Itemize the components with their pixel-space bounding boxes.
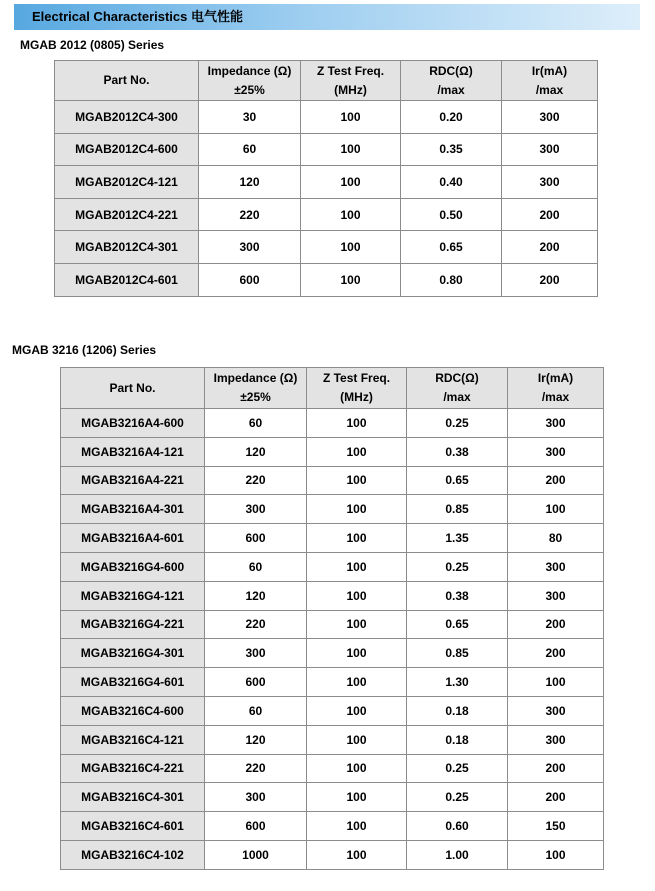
table-row [61,668,604,697]
cell-test-freq: 100 [301,101,401,134]
table-row [61,610,604,639]
cell-test-freq: 100 [301,263,401,296]
cell-ir: 200 [502,231,598,264]
cell-test-freq: 100 [307,668,407,697]
cell-rdc: 1.35 [407,524,508,553]
cell-ir: 200 [502,263,598,296]
cell-part-no: MGAB2012C4-221 [55,198,199,231]
cell-rdc: 0.35 [401,133,502,166]
cell-rdc: 0.85 [407,639,508,668]
cell-part-no: MGAB2012C4-601 [55,263,199,296]
cell-test-freq: 100 [301,198,401,231]
cell-rdc: 0.80 [401,263,502,296]
cell-part-no: MGAB2012C4-301 [55,231,199,264]
cell-impedance: 300 [205,783,307,812]
cell-test-freq: 100 [301,133,401,166]
table-row [61,754,604,783]
cell-impedance: 60 [205,552,307,581]
cell-impedance: 300 [205,495,307,524]
cell-rdc: 0.60 [407,812,508,841]
cell-impedance: 30 [199,101,301,134]
cell-part-no: MGAB2012C4-121 [55,166,199,199]
col-header-rdc: RDC(Ω) /max [401,61,502,101]
cell-impedance: 300 [205,639,307,668]
cell-test-freq: 100 [307,409,407,438]
col-header-rdc: RDC(Ω) /max [407,368,508,409]
cell-impedance: 1000 [205,840,307,869]
cell-impedance: 600 [199,263,301,296]
cell-test-freq: 100 [307,437,407,466]
cell-rdc: 1.30 [407,668,508,697]
cell-impedance: 220 [205,610,307,639]
cell-rdc: 0.20 [401,101,502,134]
table-row [55,166,598,199]
cell-rdc: 0.65 [407,610,508,639]
table-row [55,198,598,231]
cell-ir: 300 [508,409,604,438]
table-row [55,263,598,296]
cell-test-freq: 100 [307,610,407,639]
cell-ir: 200 [508,754,604,783]
table-row [61,495,604,524]
cell-ir: 200 [508,783,604,812]
cell-part-no: MGAB3216C4-600 [61,696,205,725]
cell-part-no: MGAB3216A4-601 [61,524,205,553]
cell-part-no: MGAB3216G4-600 [61,552,205,581]
cell-rdc: 0.65 [401,231,502,264]
table-row [61,696,604,725]
cell-impedance: 120 [199,166,301,199]
cell-ir: 200 [502,198,598,231]
spec-table-3216 [60,367,604,870]
table-row [61,725,604,754]
cell-part-no: MGAB3216A4-221 [61,466,205,495]
cell-ir: 300 [508,725,604,754]
table-row [61,437,604,466]
cell-test-freq: 100 [307,639,407,668]
cell-test-freq: 100 [307,466,407,495]
cell-rdc: 0.38 [407,437,508,466]
cell-impedance: 60 [205,409,307,438]
table-row [61,409,604,438]
cell-rdc: 0.25 [407,783,508,812]
cell-part-no: MGAB3216C4-601 [61,812,205,841]
cell-ir: 200 [508,466,604,495]
col-header-part-no: Part No. [55,61,199,101]
cell-impedance: 600 [205,524,307,553]
col-header-ir: Ir(mA) /max [508,368,604,409]
cell-part-no: MGAB3216C4-121 [61,725,205,754]
cell-part-no: MGAB3216G4-301 [61,639,205,668]
cell-part-no: MGAB3216A4-121 [61,437,205,466]
cell-ir: 150 [508,812,604,841]
section-header [14,4,640,30]
cell-impedance: 120 [205,437,307,466]
cell-ir: 200 [508,610,604,639]
col-header-freq: Z Test Freq. (MHz) [307,368,407,409]
cell-ir: 300 [508,581,604,610]
cell-part-no: MGAB3216G4-221 [61,610,205,639]
cell-test-freq: 100 [307,754,407,783]
table-row [61,466,604,495]
cell-rdc: 0.25 [407,409,508,438]
cell-test-freq: 100 [307,783,407,812]
cell-ir: 200 [508,639,604,668]
table-row [61,552,604,581]
table-header-row [55,61,598,101]
cell-part-no: MGAB3216A4-301 [61,495,205,524]
cell-ir: 300 [502,133,598,166]
cell-impedance: 220 [199,198,301,231]
cell-impedance: 60 [205,696,307,725]
cell-part-no: MGAB2012C4-300 [55,101,199,134]
cell-test-freq: 100 [307,725,407,754]
table-row [61,812,604,841]
cell-part-no: MGAB3216C4-102 [61,840,205,869]
cell-test-freq: 100 [307,696,407,725]
table-row [55,133,598,166]
cell-ir: 300 [508,552,604,581]
cell-test-freq: 100 [307,812,407,841]
cell-ir: 300 [508,437,604,466]
cell-impedance: 300 [199,231,301,264]
cell-part-no: MGAB3216C4-301 [61,783,205,812]
cell-test-freq: 100 [307,495,407,524]
table-row [61,524,604,553]
cell-part-no: MGAB3216A4-600 [61,409,205,438]
cell-impedance: 220 [205,466,307,495]
cell-test-freq: 100 [307,581,407,610]
table-row [55,101,598,134]
cell-impedance: 120 [205,581,307,610]
table-row [61,639,604,668]
cell-part-no: MGAB3216G4-121 [61,581,205,610]
cell-test-freq: 100 [301,166,401,199]
cell-rdc: 0.85 [407,495,508,524]
cell-ir: 300 [502,101,598,134]
cell-ir: 80 [508,524,604,553]
table-row [61,783,604,812]
cell-rdc: 0.25 [407,754,508,783]
cell-rdc: 1.00 [407,840,508,869]
cell-rdc: 0.25 [407,552,508,581]
cell-rdc: 0.50 [401,198,502,231]
series-title-2012: MGAB 2012 (0805) Series [20,38,165,52]
table-header-row [61,368,604,409]
cell-rdc: 0.18 [407,725,508,754]
col-header-impedance: Impedance (Ω) ±25% [205,368,307,409]
cell-impedance: 600 [205,812,307,841]
cell-rdc: 0.18 [407,696,508,725]
cell-ir: 100 [508,495,604,524]
cell-impedance: 600 [205,668,307,697]
cell-impedance: 220 [205,754,307,783]
col-header-impedance: Impedance (Ω) ±25% [199,61,301,101]
cell-ir: 300 [508,696,604,725]
cell-ir: 300 [502,166,598,199]
cell-test-freq: 100 [307,552,407,581]
spec-table-2012 [54,60,598,297]
cell-test-freq: 100 [307,840,407,869]
col-header-part-no: Part No. [61,368,205,409]
cell-impedance: 120 [205,725,307,754]
cell-impedance: 60 [199,133,301,166]
cell-ir: 100 [508,668,604,697]
table-row [61,581,604,610]
cell-ir: 100 [508,840,604,869]
cell-rdc: 0.38 [407,581,508,610]
section-title: Electrical Characteristics 电气性能 [32,9,243,24]
series-title-3216: MGAB 3216 (1206) Series [12,343,157,357]
col-header-freq: Z Test Freq. (MHz) [301,61,401,101]
cell-test-freq: 100 [307,524,407,553]
col-header-ir: Ir(mA) /max [502,61,598,101]
cell-test-freq: 100 [301,231,401,264]
table-row [55,231,598,264]
table-row [61,840,604,869]
cell-part-no: MGAB3216G4-601 [61,668,205,697]
cell-part-no: MGAB3216C4-221 [61,754,205,783]
cell-rdc: 0.40 [401,166,502,199]
cell-part-no: MGAB2012C4-600 [55,133,199,166]
cell-rdc: 0.65 [407,466,508,495]
